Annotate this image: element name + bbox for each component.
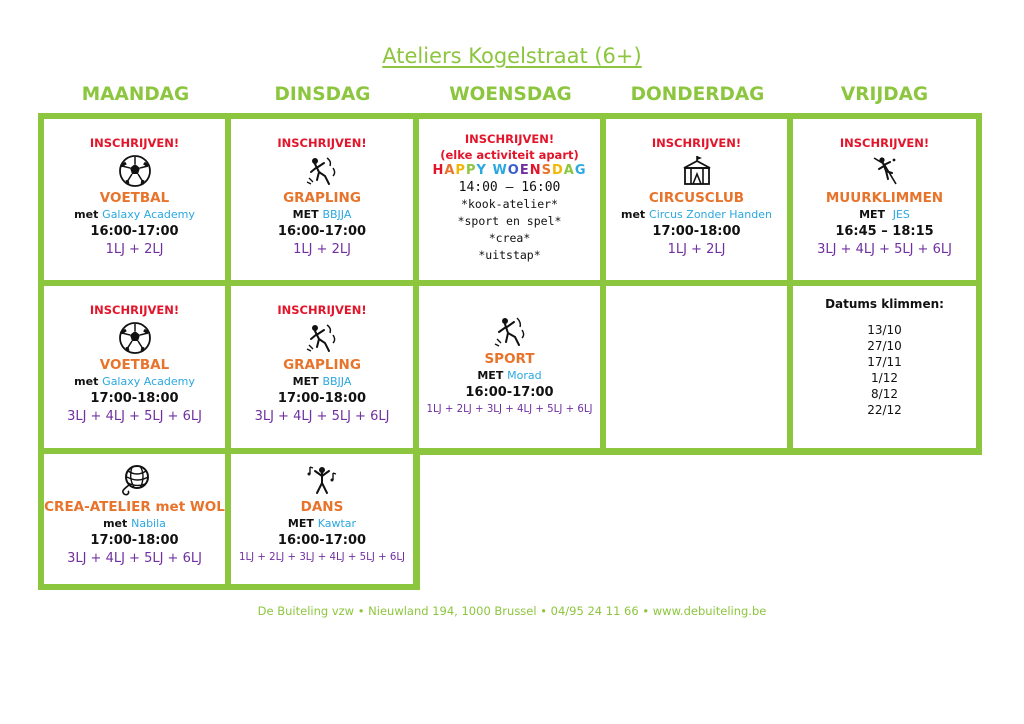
- time-slot: 16:00-17:00: [465, 385, 554, 400]
- instructor-line: MET BBJJA: [292, 375, 352, 388]
- instructor-line: met Circus Zonder Handen: [620, 208, 772, 221]
- instructor-line: MET Morad: [477, 369, 542, 382]
- date-item: 22/12: [867, 403, 902, 417]
- happy-letter: A: [563, 163, 575, 178]
- activity-name: VOETBAL: [99, 190, 170, 206]
- time-slot: 17:00-18:00: [277, 391, 367, 406]
- grappling-icon: [305, 321, 339, 355]
- soccer-ball-icon: [118, 321, 152, 355]
- signup-label[interactable]: INSCHRIJVEN!: [464, 132, 555, 146]
- signup-note: (elke activiteit apart): [440, 148, 579, 162]
- happy-letter: P: [465, 163, 477, 178]
- date-item: 1/12: [871, 371, 898, 385]
- instructor-line: met Galaxy Academy: [74, 375, 195, 388]
- day-header-thursday: DONDERDAG: [630, 84, 765, 105]
- grade-levels: 1LJ + 2LJ + 3LJ + 4LJ + 5LJ + 6LJ: [426, 404, 593, 415]
- date-item: 17/11: [867, 355, 902, 369]
- time-slot: 17:00-18:00: [652, 224, 741, 239]
- cell-friday-2: [793, 286, 976, 448]
- activity-name: MUURKLIMMEN: [825, 190, 944, 206]
- signup-label[interactable]: INSCHRIJVEN!: [277, 303, 367, 317]
- happy-letter: Y: [476, 163, 487, 178]
- time-slot: 16:00-17:00: [277, 533, 367, 548]
- grade-levels: 3LJ + 4LJ + 5LJ + 6LJ: [67, 551, 202, 566]
- time-slot: 16:45 – 18:15: [835, 224, 934, 239]
- cell-tuesday-1: [231, 119, 413, 280]
- day-header-monday: MAANDAG: [81, 84, 190, 105]
- activity-name: CREA-ATELIER met WOL: [44, 499, 225, 515]
- soccer-ball-icon: [118, 154, 152, 188]
- list-item: *crea*: [488, 231, 531, 245]
- instructor-line: met Nabila: [103, 517, 166, 530]
- activity-name: CIRCUSCLUB: [648, 190, 745, 206]
- instructor-line: met Galaxy Academy: [74, 208, 195, 221]
- happy-letter: D: [552, 163, 564, 178]
- grade-levels: 3LJ + 4LJ + 5LJ + 6LJ: [67, 409, 202, 424]
- cell-tuesday-2: [231, 286, 413, 448]
- cell-monday-2: [44, 286, 225, 448]
- grade-levels: 1LJ + 2LJ: [105, 242, 164, 257]
- happy-letter: G: [574, 163, 587, 178]
- grade-levels: 3LJ + 4LJ + 5LJ + 6LJ: [254, 409, 390, 424]
- signup-label[interactable]: INSCHRIJVEN!: [89, 136, 180, 150]
- time-slot: 17:00-18:00: [90, 533, 179, 548]
- day-header-wednesday: WOENSDAG: [449, 84, 572, 105]
- happy-letter: A: [444, 163, 456, 178]
- happy-letter: S: [541, 163, 552, 178]
- happy-letter: W: [492, 163, 508, 178]
- time-slot: 16:00-17:00: [90, 224, 179, 239]
- date-item: 27/10: [867, 339, 902, 353]
- signup-label[interactable]: INSCHRIJVEN!: [89, 303, 180, 317]
- activity-name: GRAPLING: [283, 357, 361, 373]
- happy-letter: H: [432, 163, 445, 178]
- happy-woensdag-label: [419, 163, 600, 179]
- list-item: *sport en spel*: [457, 214, 562, 228]
- grade-levels: 1LJ + 2LJ + 3LJ + 4LJ + 5LJ + 6LJ: [238, 552, 406, 563]
- grappling-icon: [305, 154, 339, 188]
- happy-letter: P: [455, 163, 466, 178]
- cell-friday-1: [793, 119, 976, 280]
- dance-icon: [305, 463, 339, 497]
- dates-heading: Datums klimmen:: [825, 297, 944, 311]
- time-slot: 16:00-17:00: [277, 224, 367, 239]
- list-item: *kook-atelier*: [461, 197, 558, 211]
- activity-name: VOETBAL: [99, 357, 170, 373]
- spacer: [793, 312, 976, 322]
- instructor-line: MET JES: [859, 208, 910, 221]
- happy-letter: O: [507, 163, 520, 178]
- cell-monday-3: [44, 454, 225, 584]
- activity-name: DANS: [300, 499, 344, 515]
- signup-label[interactable]: INSCHRIJVEN!: [277, 136, 367, 150]
- happy-letter: E: [519, 163, 530, 178]
- signup-label[interactable]: INSCHRIJVEN!: [839, 136, 930, 150]
- happy-letter: N: [529, 163, 542, 178]
- grade-levels: 1LJ + 2LJ: [293, 242, 351, 257]
- cell-thursday-1: [606, 119, 787, 280]
- instructor-line: MET BBJJA: [292, 208, 352, 221]
- time-slot: 17:00-18:00: [90, 391, 179, 406]
- grade-levels: 3LJ + 4LJ + 5LJ + 6LJ: [817, 242, 952, 257]
- climbing-icon: [868, 154, 902, 188]
- cell-thursday-2-empty: [606, 286, 787, 448]
- instructor-line: MET Kawtar: [287, 517, 357, 530]
- circus-tent-icon: [680, 154, 714, 188]
- time-slot: 14:00 – 16:00: [458, 180, 561, 195]
- signup-label[interactable]: INSCHRIJVEN!: [651, 136, 742, 150]
- footer-contact: De Buiteling vzw • Nieuwland 194, 1000 Brussel • 04/95 24 11 66 • www.debuiteling.be: [257, 604, 767, 618]
- cell-monday-1: [44, 119, 225, 280]
- day-header-tuesday: DINSDAG: [274, 84, 371, 105]
- grade-levels: 1LJ + 2LJ: [667, 242, 726, 257]
- yarn-ball-icon: [118, 463, 152, 497]
- cell-wednesday-2: [419, 286, 600, 448]
- activity-name: SPORT: [484, 351, 535, 367]
- sport-icon: [493, 315, 527, 349]
- cell-tuesday-3: [231, 454, 413, 584]
- date-item: 8/12: [871, 387, 898, 401]
- activity-name: GRAPLING: [283, 190, 361, 206]
- page-title: Ateliers Kogelstraat (6+): [382, 44, 642, 68]
- date-item: 13/10: [867, 323, 902, 337]
- list-item: *uitstap*: [478, 248, 541, 262]
- day-header-friday: VRIJDAG: [840, 84, 929, 105]
- cell-wednesday-1: [419, 119, 600, 280]
